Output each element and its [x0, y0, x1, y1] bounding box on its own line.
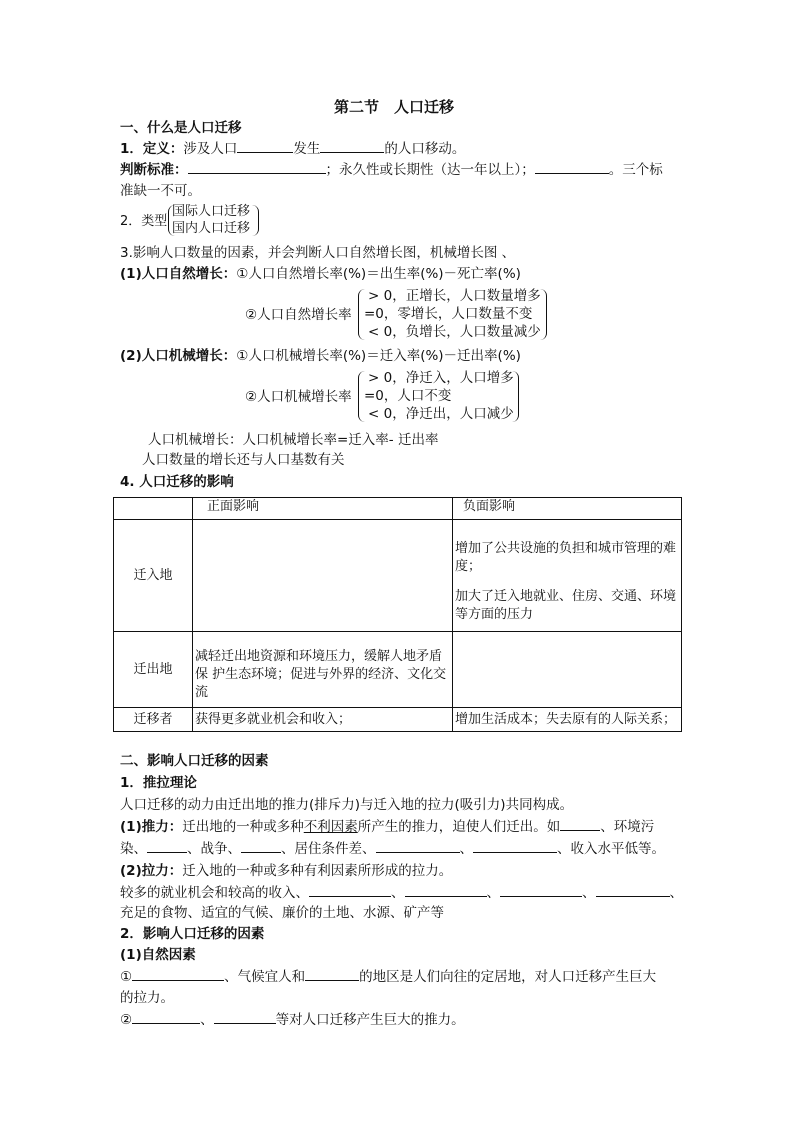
blank	[560, 818, 600, 831]
blank	[309, 884, 391, 897]
natural-factor-line: ① 、气候宜人和 的地区是人们向往的定居地，对人口迁移产生巨大	[120, 969, 657, 985]
blank	[237, 140, 293, 153]
brace-right	[252, 205, 259, 236]
natural-factors-heading: (1)自然因素	[120, 947, 196, 963]
table-cell	[453, 520, 682, 632]
type-item-international: 国际人口迁移	[172, 204, 251, 219]
judge-line-2: 准缺一不可。	[120, 183, 201, 199]
blank	[320, 140, 384, 153]
table-header-cell	[114, 498, 193, 520]
mechanical-case-positive: > 0，净迁入，人口增多	[368, 370, 514, 386]
push-pull-text: 人口迁移的动力由迁出地的推力(排斥力)与迁入地的拉力(吸引力)共同构成。	[120, 797, 574, 813]
mechanical-growth-label: (2)人口机械增长：	[120, 348, 237, 364]
pull-line-3: 充足的食物、适宜的气候、廉价的土地、水源、矿产等	[120, 905, 444, 921]
pull-label: (2)拉力：	[120, 863, 183, 879]
blank	[241, 840, 281, 853]
section-2-heading: 二、影响人口迁移的因素	[120, 753, 269, 769]
row-label: 迁入地	[114, 520, 193, 632]
table-cell: 增加生活成本；失去原有的人际关系；	[453, 708, 682, 732]
blank	[376, 840, 460, 853]
mechanical-note: 人口机械增长：人口机械增长率=迁入率- 迁出率	[148, 432, 439, 448]
blank	[132, 1011, 200, 1024]
pull-line-2: 较多的就业机会和较高的收入、 、 、 、 、	[120, 885, 683, 901]
natural-factor-line-3: ② 、 等对人口迁移产生巨大的推力。	[120, 1012, 465, 1028]
table-cell	[453, 632, 682, 708]
table-header-cell: 正面影响	[193, 498, 453, 520]
brace-right	[512, 371, 519, 422]
blank	[214, 1011, 276, 1024]
table-cell: 减轻迁出地资源和环境压力，缓解人地矛盾保 护生态环境；促进与外界的经济、文化交流	[193, 632, 453, 708]
blank	[132, 968, 224, 981]
blank	[596, 884, 670, 897]
table-header-cell: 负面影响	[453, 498, 682, 520]
push-line: (1)推力：迁出地的一种或多种不利因素所产生的推力，迫使人们迁出。如 、环境污	[120, 819, 655, 835]
blank	[147, 840, 187, 853]
type-item-domestic: 国内人口迁移	[172, 221, 251, 236]
table-cell	[193, 520, 453, 632]
brace-right	[540, 289, 547, 340]
underlined-text: 不利因素	[303, 819, 358, 835]
base-note: 人口数量的增长还与人口基数有关	[142, 452, 345, 468]
mechanical-case-zero: =0，人口不变	[364, 388, 452, 404]
natural-case-positive: > 0，正增长，人口数量增多	[368, 288, 541, 304]
factors-heading: 2．影响人口迁移的因素	[120, 926, 265, 942]
judge-label: 判断标准：	[120, 162, 188, 178]
section-1-heading: 一、什么是人口迁移	[120, 120, 242, 136]
table-row	[114, 632, 682, 708]
judge-line: 判断标准： ；永久性或长期性（达一年以上）； 。三个标	[120, 162, 663, 178]
mechanical-case-negative: < 0，净迁出，人口减少	[368, 406, 514, 422]
blank	[535, 161, 609, 174]
natural-growth-label: (1)人口自然增长：	[120, 266, 237, 282]
table-row	[114, 520, 682, 632]
blank	[500, 884, 582, 897]
factor-line: 3.影响人口数量的因素，并会判断人口自然增长图，机械增长图 、	[120, 245, 516, 261]
pull-line: (2)拉力：迁入地的一种或多种有利因素所形成的拉力。	[120, 863, 453, 879]
definition-label: 1．定义：	[120, 141, 184, 157]
cell-text: 加大了迁入地就业、住房、交通、环境等方面的压力	[455, 589, 677, 622]
natural-factor-line-2: 的拉力。	[120, 990, 174, 1006]
blank	[305, 968, 359, 981]
blank	[473, 840, 557, 853]
push-line-2: 染、 、战争、 、居住条件差、 、 、收入水平低等。	[120, 841, 665, 857]
page-title: 第二节 人口迁移	[334, 98, 455, 116]
blank	[188, 161, 326, 174]
blank	[405, 884, 487, 897]
push-label: (1)推力：	[120, 819, 183, 835]
type-label: 2．类型	[120, 214, 168, 229]
table-row	[114, 708, 682, 732]
row-label: 迁出地	[114, 632, 193, 708]
natural-growth-line: (1)人口自然增长：①人口自然增长率(%)＝出生率(%)－死亡率(%)	[120, 266, 521, 282]
mechanical-rate-lead: ②人口机械增长率	[245, 389, 352, 405]
definition-line: 1．定义：涉及人口 发生 的人口移动。	[120, 141, 466, 157]
cell-text: 增加了公共设施的负担和城市管理的难度；	[455, 541, 677, 574]
natural-case-zero: =0，零增长，人口数量不变	[364, 306, 533, 322]
impact-heading: 4. 人口迁移的影响	[120, 474, 234, 490]
mechanical-growth-line: (2)人口机械增长：①人口机械增长率(%)＝迁入率(%)－迁出率(%)	[120, 348, 521, 364]
table-cell: 获得更多就业机会和收入；	[193, 708, 453, 732]
impact-table	[113, 497, 682, 732]
natural-rate-lead: ②人口自然增长率	[245, 307, 352, 323]
row-label: 迁移者	[114, 708, 193, 732]
table-header-row	[114, 498, 682, 520]
brace-left	[168, 205, 175, 236]
natural-case-negative: < 0，负增长，人口数量减少	[368, 324, 541, 340]
push-pull-heading: 1．推拉理论	[120, 775, 197, 791]
